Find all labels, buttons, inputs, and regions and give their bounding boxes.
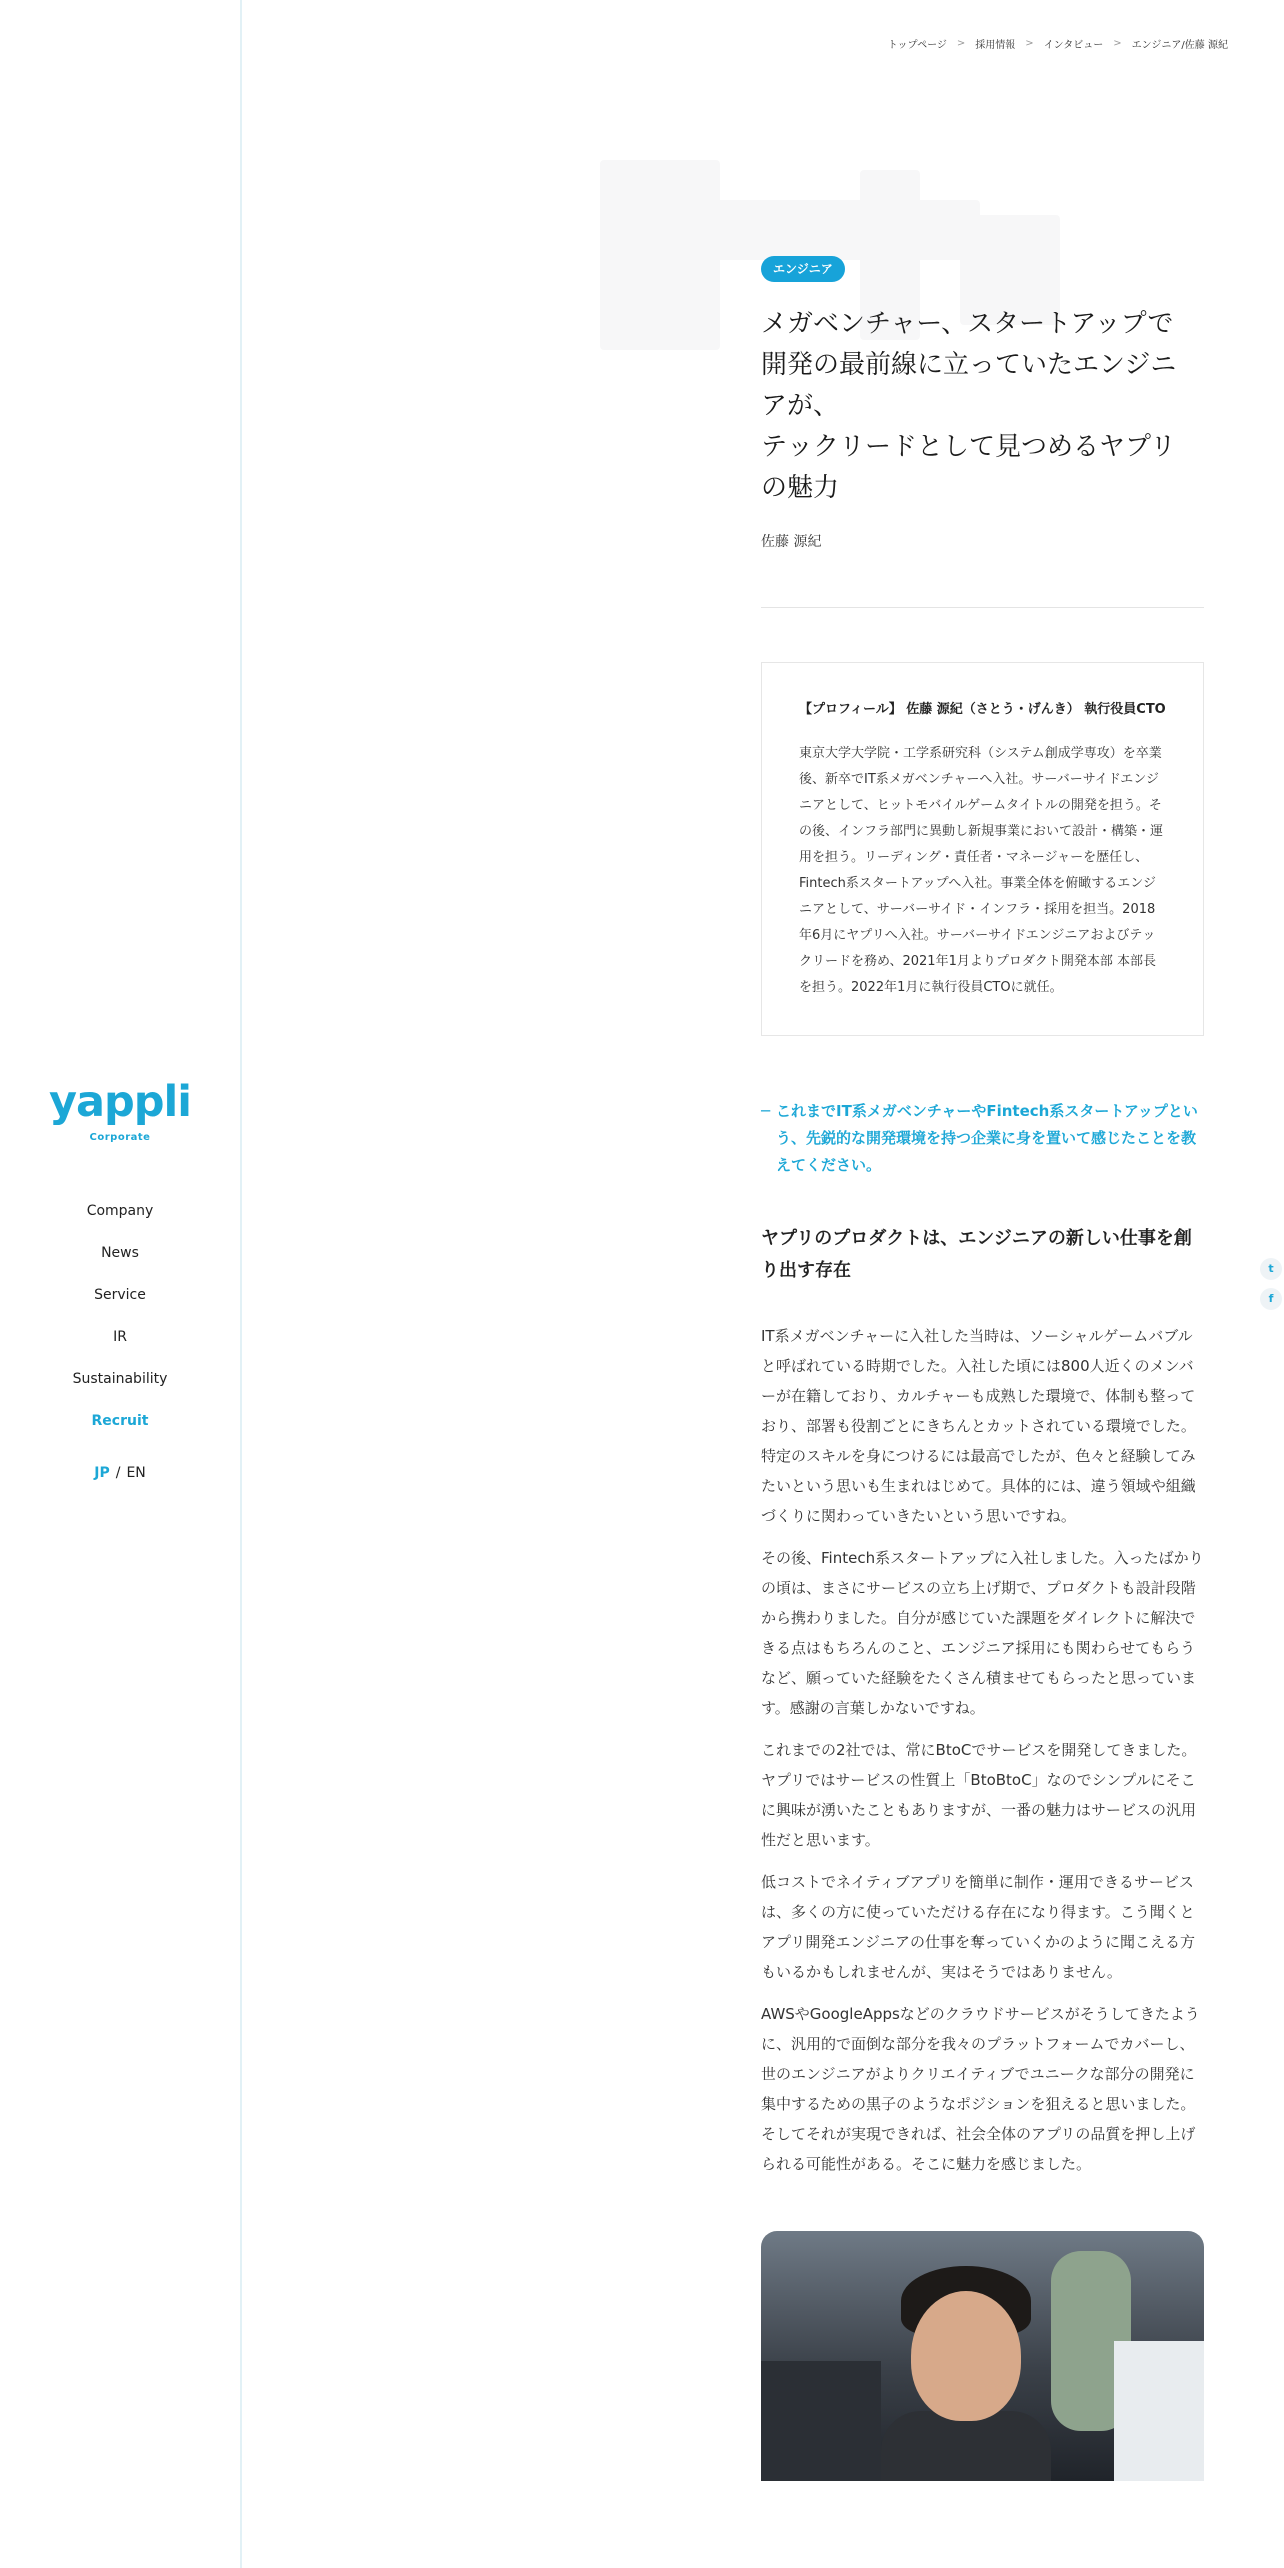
- nav-item-service[interactable]: Service: [94, 1287, 146, 1303]
- main-nav: [0, 1190, 240, 1442]
- logo-subtitle: Corporate: [89, 1132, 151, 1143]
- breadcrumb-item-recruit[interactable]: 採用情報: [975, 40, 1016, 51]
- hero-bg-shape: [680, 200, 980, 260]
- profile-body: 東京大学大学院・工学系研究科（システム創成学専攻）を卒業後、新卒でIT系メガベンチャーへ入社。サーバーサイドエンジニアとして、ヒットモバイルゲームタイトルの開発を担う。その後、インフラ部門に異動し新規事業において設計・構築・運用を担う。リーディング・責任者・マネージャーを歴任し、Fintech系スタートアップへ入社。事業全体を俯瞰するエンジニアとして、サーバーサイド・インフラ・採用を担当。2018年6月にヤプリへ入社。サーバーサイドエンジニアおよびテックリードを務め、2021年1月よりプロダクト開発本部 本部長を担う。2022年1月に執行役員CTOに就任。: [799, 746, 1164, 995]
- photo-monitor: [1114, 2341, 1204, 2481]
- profile-heading: 【プロフィール】 佐藤 源紀（さとう・げんき） 執行役員CTO: [799, 702, 1166, 717]
- sidebar: [0, 0, 242, 2568]
- profile-box: [761, 662, 1204, 1036]
- logo-wordmark: yappli: [48, 1077, 192, 1127]
- category-tag: エンジニア: [761, 256, 845, 282]
- breadcrumb: [888, 36, 1228, 51]
- author-name: 佐藤 源紀: [761, 534, 822, 550]
- facebook-icon[interactable]: f: [1260, 1288, 1282, 1310]
- interview-photo: [761, 2231, 1204, 2481]
- breadcrumb-chevron-icon: >: [1025, 38, 1034, 49]
- title-line: メガベンチャー、スタートアップで: [761, 309, 1174, 339]
- section-heading: ヤプリのプロダクトは、エンジニアの新しい仕事を創り出す存在: [761, 1228, 1192, 1281]
- question-dash: ─: [761, 1102, 771, 1120]
- nav-item-company[interactable]: Company: [86, 1203, 154, 1219]
- lang-jp-link[interactable]: JP: [94, 1465, 110, 1481]
- twitter-icon[interactable]: t: [1260, 1258, 1282, 1280]
- photo-person-body: [881, 2411, 1051, 2481]
- nav-item-sustainability[interactable]: Sustainability: [72, 1371, 168, 1387]
- breadcrumb-item-top[interactable]: トップページ: [887, 40, 947, 51]
- nav-item-news[interactable]: News: [101, 1245, 139, 1261]
- breadcrumb-chevron-icon: >: [956, 38, 966, 49]
- breadcrumb-chevron-icon: >: [1113, 38, 1122, 49]
- title-line: テックリードとして見つめるヤプリ: [761, 432, 1176, 462]
- answer-body: [761, 1321, 1204, 2179]
- paragraph: これまでの2社では、常にBtoCでサービスを開発してきました。ヤプリではサービスの性質上「BtoBtoC」なのでシンプルにそこに興味が湧いたこともありますが、一番の魅力はサービスの汎用性だと思います。: [761, 1741, 1197, 1849]
- paragraph: IT系メガベンチャーに入社した当時は、ソーシャルゲームバブルと呼ばれている時期でした。入社した頃には800人近くのメンバーが在籍しており、カルチャーも成熟した環境で、体制も整っており、部署も役割ごとにきちんとカットされている環境でした。特定のスキルを身につけるには最高でしたが、色々と経験してみたいという思いも生まれはじめて。具体的には、違う領域や組織づくりに関わっていきたいという思いですね。: [761, 1327, 1196, 1525]
- photo-monitor: [761, 2361, 881, 2481]
- breadcrumb-item-current: エンジニア/佐藤 源紀: [1131, 40, 1228, 51]
- nav-item-recruit[interactable]: Recruit: [91, 1413, 149, 1429]
- lang-en-link[interactable]: EN: [126, 1465, 146, 1481]
- lang-separator: /: [115, 1465, 121, 1481]
- paragraph: その後、Fintech系スタートアップに入社しました。入ったばかりの頃は、まさにサービスの立ち上げ期で、プロダクトも設計段階から携わりました。自分が感じていた課題をダイレクトに解決できる点はもちろんのこと、エンジニア採用にも関わらせてもらうなど、願っていた経験をたくさん積ませてもらったと思っています。感謝の言葉しかないですね。: [761, 1549, 1204, 1717]
- title-line: 開発の最前線に立っていたエンジニ: [761, 350, 1177, 380]
- article: [761, 256, 1204, 2481]
- article-title: [761, 304, 1204, 509]
- title-line: アが、: [761, 391, 840, 421]
- paragraph: 低コストでネイティブアプリを簡単に制作・運用できるサービスは、多くの方に使っていただける存在になり得ます。こう聞くとアプリ開発エンジニアの仕事を奪っていくかのように聞こえる方もいるかもしれませんが、実はそうではありません。: [761, 1873, 1196, 1981]
- language-switcher: [0, 1465, 240, 1481]
- paragraph: AWSやGoogleAppsなどのクラウドサービスがそうしてきたように、汎用的で面倒な部分を我々のプラットフォームでカバーし、世のエンジニアがよりクリエイティブでユニークな部分の開発に集中するための黒子のようなポジションを狙えると思いました。そしてそれが実現できれば、社会全体のアプリの品質を押し上げられる可能性がある。そこに魅力を感じました。: [761, 2005, 1200, 2173]
- interview-question: [761, 1098, 1204, 1179]
- divider: [761, 607, 1204, 608]
- photo-person-face: [911, 2291, 1021, 2421]
- logo-link[interactable]: [0, 1078, 240, 1143]
- social-share: [1260, 1258, 1282, 1318]
- nav-item-ir[interactable]: IR: [113, 1329, 127, 1345]
- breadcrumb-item-interview[interactable]: インタビュー: [1043, 40, 1104, 51]
- title-line: の魅力: [761, 473, 840, 503]
- question-text: これまでIT系メガベンチャーやFintech系スタートアップという、先鋭的な開発環境を持つ企業に身を置いて感じたことを教えてください。: [776, 1102, 1198, 1174]
